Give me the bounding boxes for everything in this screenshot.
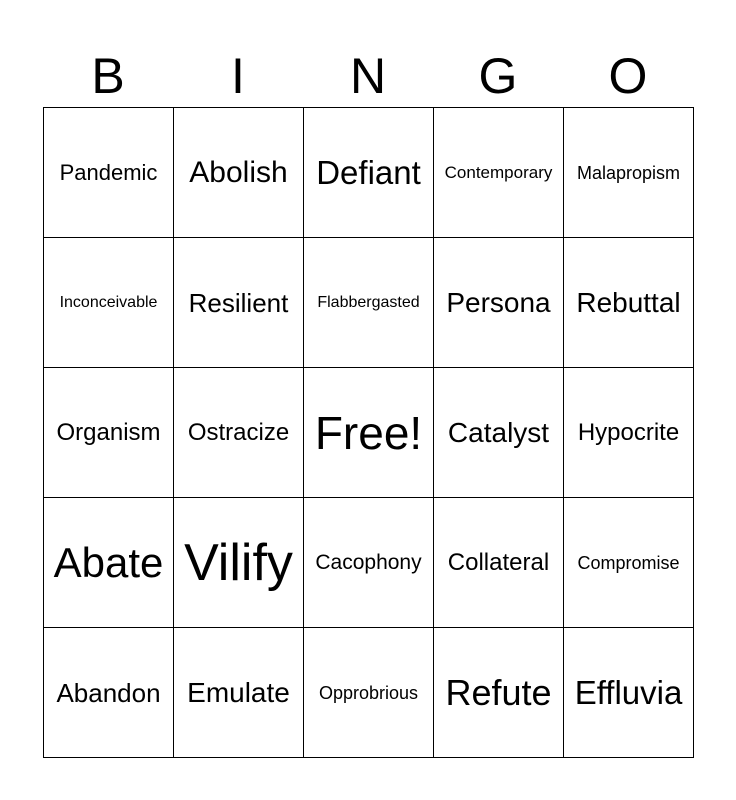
- cell-word: Inconceivable: [59, 293, 158, 311]
- cell-word: Flabbergasted: [317, 293, 420, 311]
- cell-word: Vilify: [184, 533, 293, 592]
- bingo-cell[interactable]: [304, 238, 434, 368]
- bingo-cell[interactable]: [174, 368, 304, 498]
- bingo-cell[interactable]: [434, 108, 564, 238]
- cell-word: Ostracize: [187, 418, 290, 446]
- header-letter-g: G: [478, 48, 518, 104]
- cell-word: Opprobrious: [318, 682, 419, 703]
- bingo-cell[interactable]: [304, 628, 434, 758]
- cell-word: Effluvia: [574, 674, 683, 711]
- bingo-cell[interactable]: [44, 498, 174, 628]
- cell-word: Abate: [53, 538, 164, 586]
- bingo-cell[interactable]: [44, 108, 174, 238]
- cell-word: Cacophony: [315, 551, 422, 574]
- cell-word: Abandon: [56, 677, 161, 708]
- cell-word: Pandemic: [59, 159, 158, 185]
- bingo-cell[interactable]: [174, 498, 304, 628]
- header-letter-n: N: [349, 48, 387, 104]
- cell-word: Catalyst: [447, 416, 550, 448]
- cell-word: Rebuttal: [576, 286, 681, 318]
- bingo-cell[interactable]: [564, 368, 694, 498]
- cell-word: Malapropism: [576, 162, 681, 183]
- header-letter-o: O: [608, 48, 648, 104]
- bingo-cell[interactable]: [434, 628, 564, 758]
- bingo-header: [43, 42, 693, 106]
- cell-word: Emulate: [187, 676, 290, 708]
- bingo-cell[interactable]: [44, 238, 174, 368]
- free-space-cell[interactable]: [304, 368, 434, 498]
- bingo-cell[interactable]: [434, 368, 564, 498]
- bingo-cell[interactable]: [564, 238, 694, 368]
- header-letter-b: B: [91, 48, 125, 104]
- cell-word: Organism: [56, 418, 161, 446]
- bingo-cell[interactable]: [304, 108, 434, 238]
- cell-word: Collateral: [447, 548, 550, 576]
- bingo-cell[interactable]: [564, 498, 694, 628]
- bingo-cell[interactable]: [564, 108, 694, 238]
- cell-word: Refute: [445, 671, 552, 713]
- cell-word: Persona: [446, 286, 551, 318]
- bingo-cell[interactable]: [434, 498, 564, 628]
- bingo-cell[interactable]: [174, 628, 304, 758]
- cell-word: Abolish: [189, 155, 288, 189]
- header-letter-i: I: [231, 48, 245, 104]
- bingo-cell[interactable]: [174, 238, 304, 368]
- cell-word: Hypocrite: [577, 418, 680, 446]
- cell-word: Contemporary: [444, 163, 553, 182]
- bingo-cell[interactable]: [44, 628, 174, 758]
- cell-word: Defiant: [316, 154, 421, 191]
- bingo-cell[interactable]: [564, 628, 694, 758]
- cell-word: Resilient: [188, 287, 289, 318]
- bingo-cell[interactable]: [304, 498, 434, 628]
- bingo-cell[interactable]: [434, 238, 564, 368]
- cell-word: Compromise: [577, 552, 680, 573]
- free-space-label: Free!: [314, 406, 423, 459]
- bingo-board: [43, 107, 694, 758]
- bingo-cell[interactable]: [174, 108, 304, 238]
- bingo-cell[interactable]: [44, 368, 174, 498]
